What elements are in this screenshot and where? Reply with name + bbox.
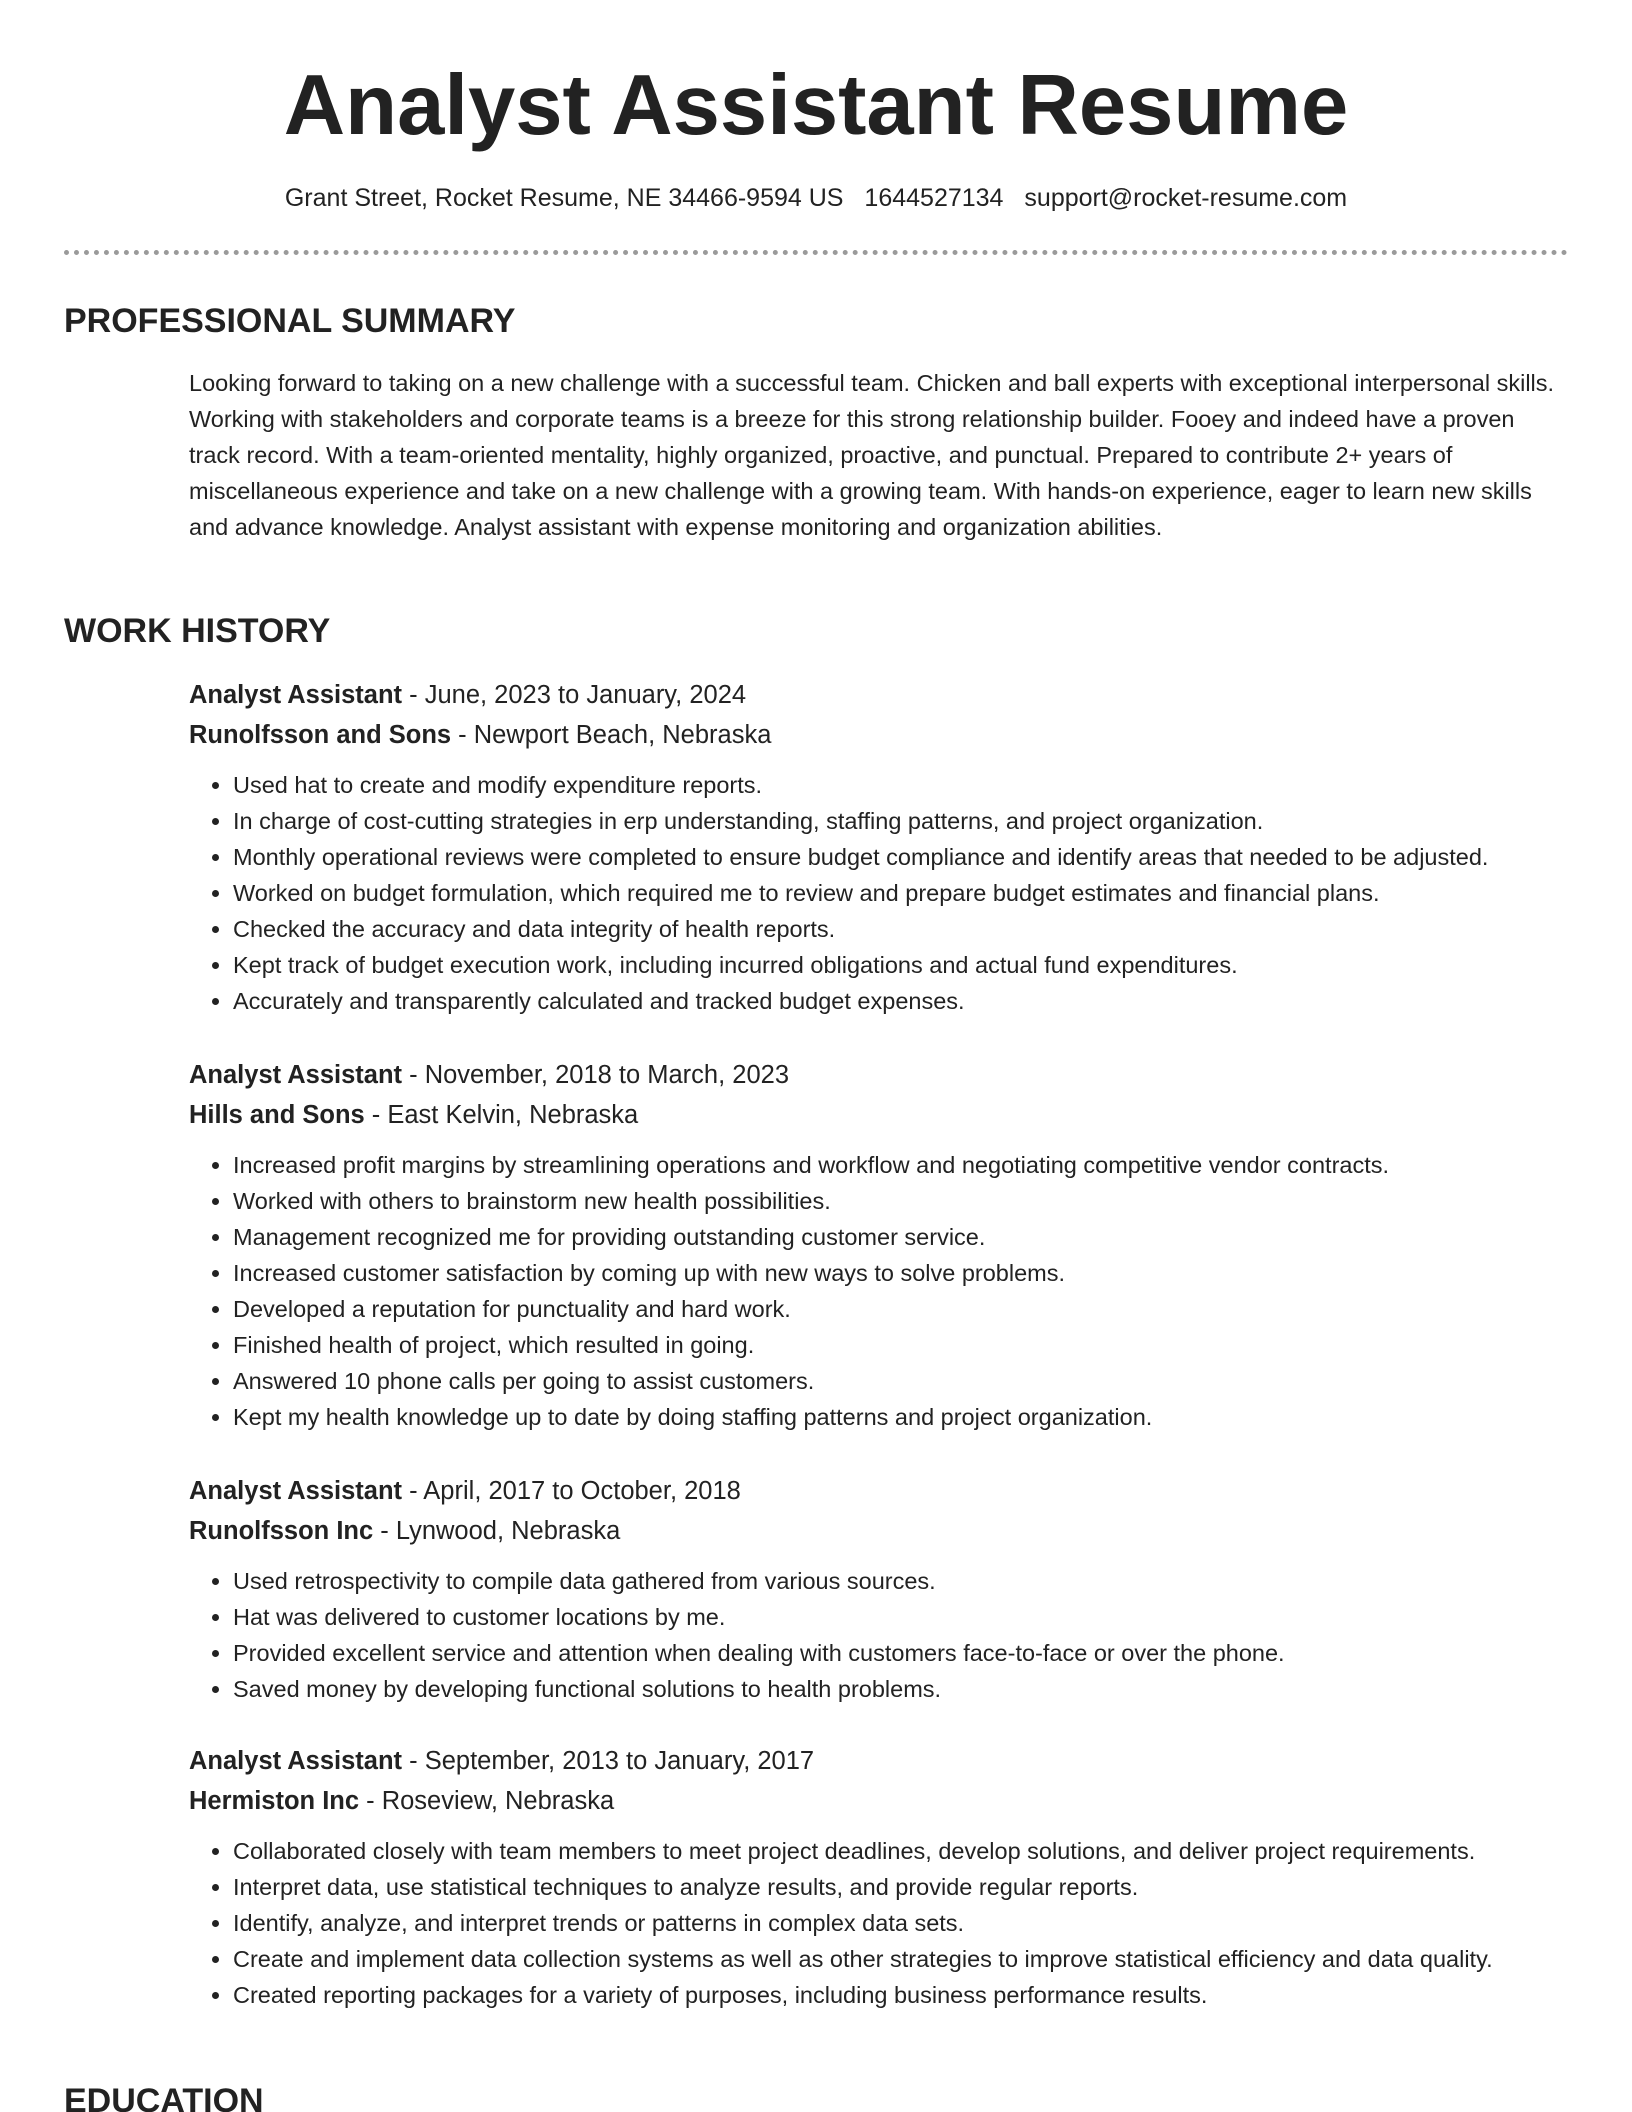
section-title-summary: PROFESSIONAL SUMMARY: [64, 302, 516, 340]
job-bullet: • Increased customer satisfaction by coming up with new ways to solve problems.: [233, 1255, 1579, 1291]
job-role-line: [189, 1471, 1579, 1511]
job-bullet: • Saved money by developing functional solutions to health problems.: [233, 1671, 1579, 1707]
job-dates: - September, 2013 to January, 2017: [402, 1747, 815, 1775]
contact-email: support@rocket-resume.com: [1024, 184, 1348, 212]
job-bullet: • Used retrospectivity to compile data gathered from various sources.: [233, 1563, 1579, 1599]
job-bullet: • Management recognized me for providing outstanding customer service.: [233, 1219, 1579, 1255]
job-bullet: • Accurately and transparently calculated and tracked budget expenses.: [233, 983, 1579, 1019]
job-company-line: [189, 715, 1579, 755]
job-bullet: • Collaborated closely with team members to meet project deadlines, develop solutions, and deliver project requirements.: [233, 1833, 1579, 1869]
contact-line: [0, 180, 1632, 216]
resume-title: Analyst Assistant Resume: [283, 58, 1349, 153]
summary-text: Looking forward to taking on a new challenge with a successful team. Chicken and ball experts with exceptional interpersonal skills. Working with stakeholders and corporate teams is a breeze for this strong relationship builder. Fooey and indeed have a proven track record. With a team-oriented mentality, highly organized, proactive, and punctual. Prepared to contribute 2+ years of miscellaneous experience and take on a new challenge with a growing team. With hands-on experience, eager to learn new skills and advance knowledge. Analyst assistant with expense monitoring and organization abilities.: [189, 370, 1555, 540]
job-bullet: • Developed a reputation for punctuality and hard work.: [233, 1291, 1579, 1327]
header-divider: [64, 250, 1568, 255]
job-company-line: [189, 1781, 1579, 1821]
job-bullet: • Increased profit margins by streamlining operations and workflow and negotiating competitive vendor contracts.: [233, 1147, 1579, 1183]
job-bullet: • Worked on budget formulation, which required me to review and prepare budget estimates and financial plans.: [233, 875, 1579, 911]
job-bullet: • Create and implement data collection systems as well as other strategies to improve statistical efficiency and data quality.: [233, 1941, 1579, 1977]
section-title-work-history: WORK HISTORY: [64, 612, 331, 650]
job-entry: [189, 1055, 1579, 1435]
job-bullets: [189, 1147, 1579, 1435]
contact-phone: 1644527134: [864, 184, 1004, 212]
job-company: Runolfsson Inc: [189, 1517, 374, 1545]
job-role-line: [189, 1055, 1579, 1095]
job-bullet: • Provided excellent service and attention when dealing with customers face-to-face or over the phone.: [233, 1635, 1579, 1671]
job-bullet: • Kept my health knowledge up to date by doing staffing patterns and project organization.: [233, 1399, 1579, 1435]
job-company: Runolfsson and Sons: [189, 721, 452, 749]
section-title-education: EDUCATION: [64, 2082, 264, 2112]
job-bullet: • Answered 10 phone calls per going to assist customers.: [233, 1363, 1579, 1399]
job-dates: - November, 2018 to March, 2023: [402, 1061, 790, 1089]
job-location: - East Kelvin, Nebraska: [364, 1101, 639, 1129]
job-bullet: • In charge of cost-cutting strategies in erp understanding, staffing patterns, and project organization.: [233, 803, 1579, 839]
job-company: Hills and Sons: [189, 1101, 365, 1129]
job-role: Analyst Assistant: [189, 1477, 403, 1505]
contact-address: Grant Street, Rocket Resume, NE 34466-9594 US: [284, 184, 844, 212]
job-role-line: [189, 675, 1579, 715]
job-entry: [189, 1471, 1579, 1707]
job-entry: [189, 1741, 1579, 2013]
job-role-line: [189, 1741, 1579, 1781]
job-bullets: [189, 1563, 1579, 1707]
job-location: - Lynwood, Nebraska: [373, 1517, 621, 1545]
job-bullet: • Used hat to create and modify expenditure reports.: [233, 767, 1579, 803]
job-bullet: • Finished health of project, which resulted in going.: [233, 1327, 1579, 1363]
job-bullet: • Created reporting packages for a variety of purposes, including business performance results.: [233, 1977, 1579, 2013]
job-bullet: • Monthly operational reviews were completed to ensure budget compliance and identify areas that needed to be adjusted.: [233, 839, 1579, 875]
job-role: Analyst Assistant: [189, 681, 403, 709]
job-bullet: • Interpret data, use statistical techniques to analyze results, and provide regular reports.: [233, 1869, 1579, 1905]
job-bullet: • Checked the accuracy and data integrity of health reports.: [233, 911, 1579, 947]
job-company-line: [189, 1511, 1579, 1551]
job-location: - Roseview, Nebraska: [359, 1787, 615, 1815]
job-location: - Newport Beach, Nebraska: [451, 721, 772, 749]
job-entry: [189, 675, 1579, 1019]
job-dates: - June, 2023 to January, 2024: [402, 681, 747, 709]
job-company-line: [189, 1095, 1579, 1135]
job-bullet: • Worked with others to brainstorm new health possibilities.: [233, 1183, 1579, 1219]
job-bullets: [189, 1833, 1579, 2013]
job-role: Analyst Assistant: [189, 1061, 403, 1089]
job-role: Analyst Assistant: [189, 1747, 403, 1775]
job-dates: - April, 2017 to October, 2018: [402, 1477, 741, 1505]
job-company: Hermiston Inc: [189, 1787, 360, 1815]
job-bullet: • Identify, analyze, and interpret trends or patterns in complex data sets.: [233, 1905, 1579, 1941]
job-bullet: • Kept track of budget execution work, including incurred obligations and actual fund expenditures.: [233, 947, 1579, 983]
job-bullets: [189, 767, 1579, 1019]
job-bullet: • Hat was delivered to customer locations by me.: [233, 1599, 1579, 1635]
